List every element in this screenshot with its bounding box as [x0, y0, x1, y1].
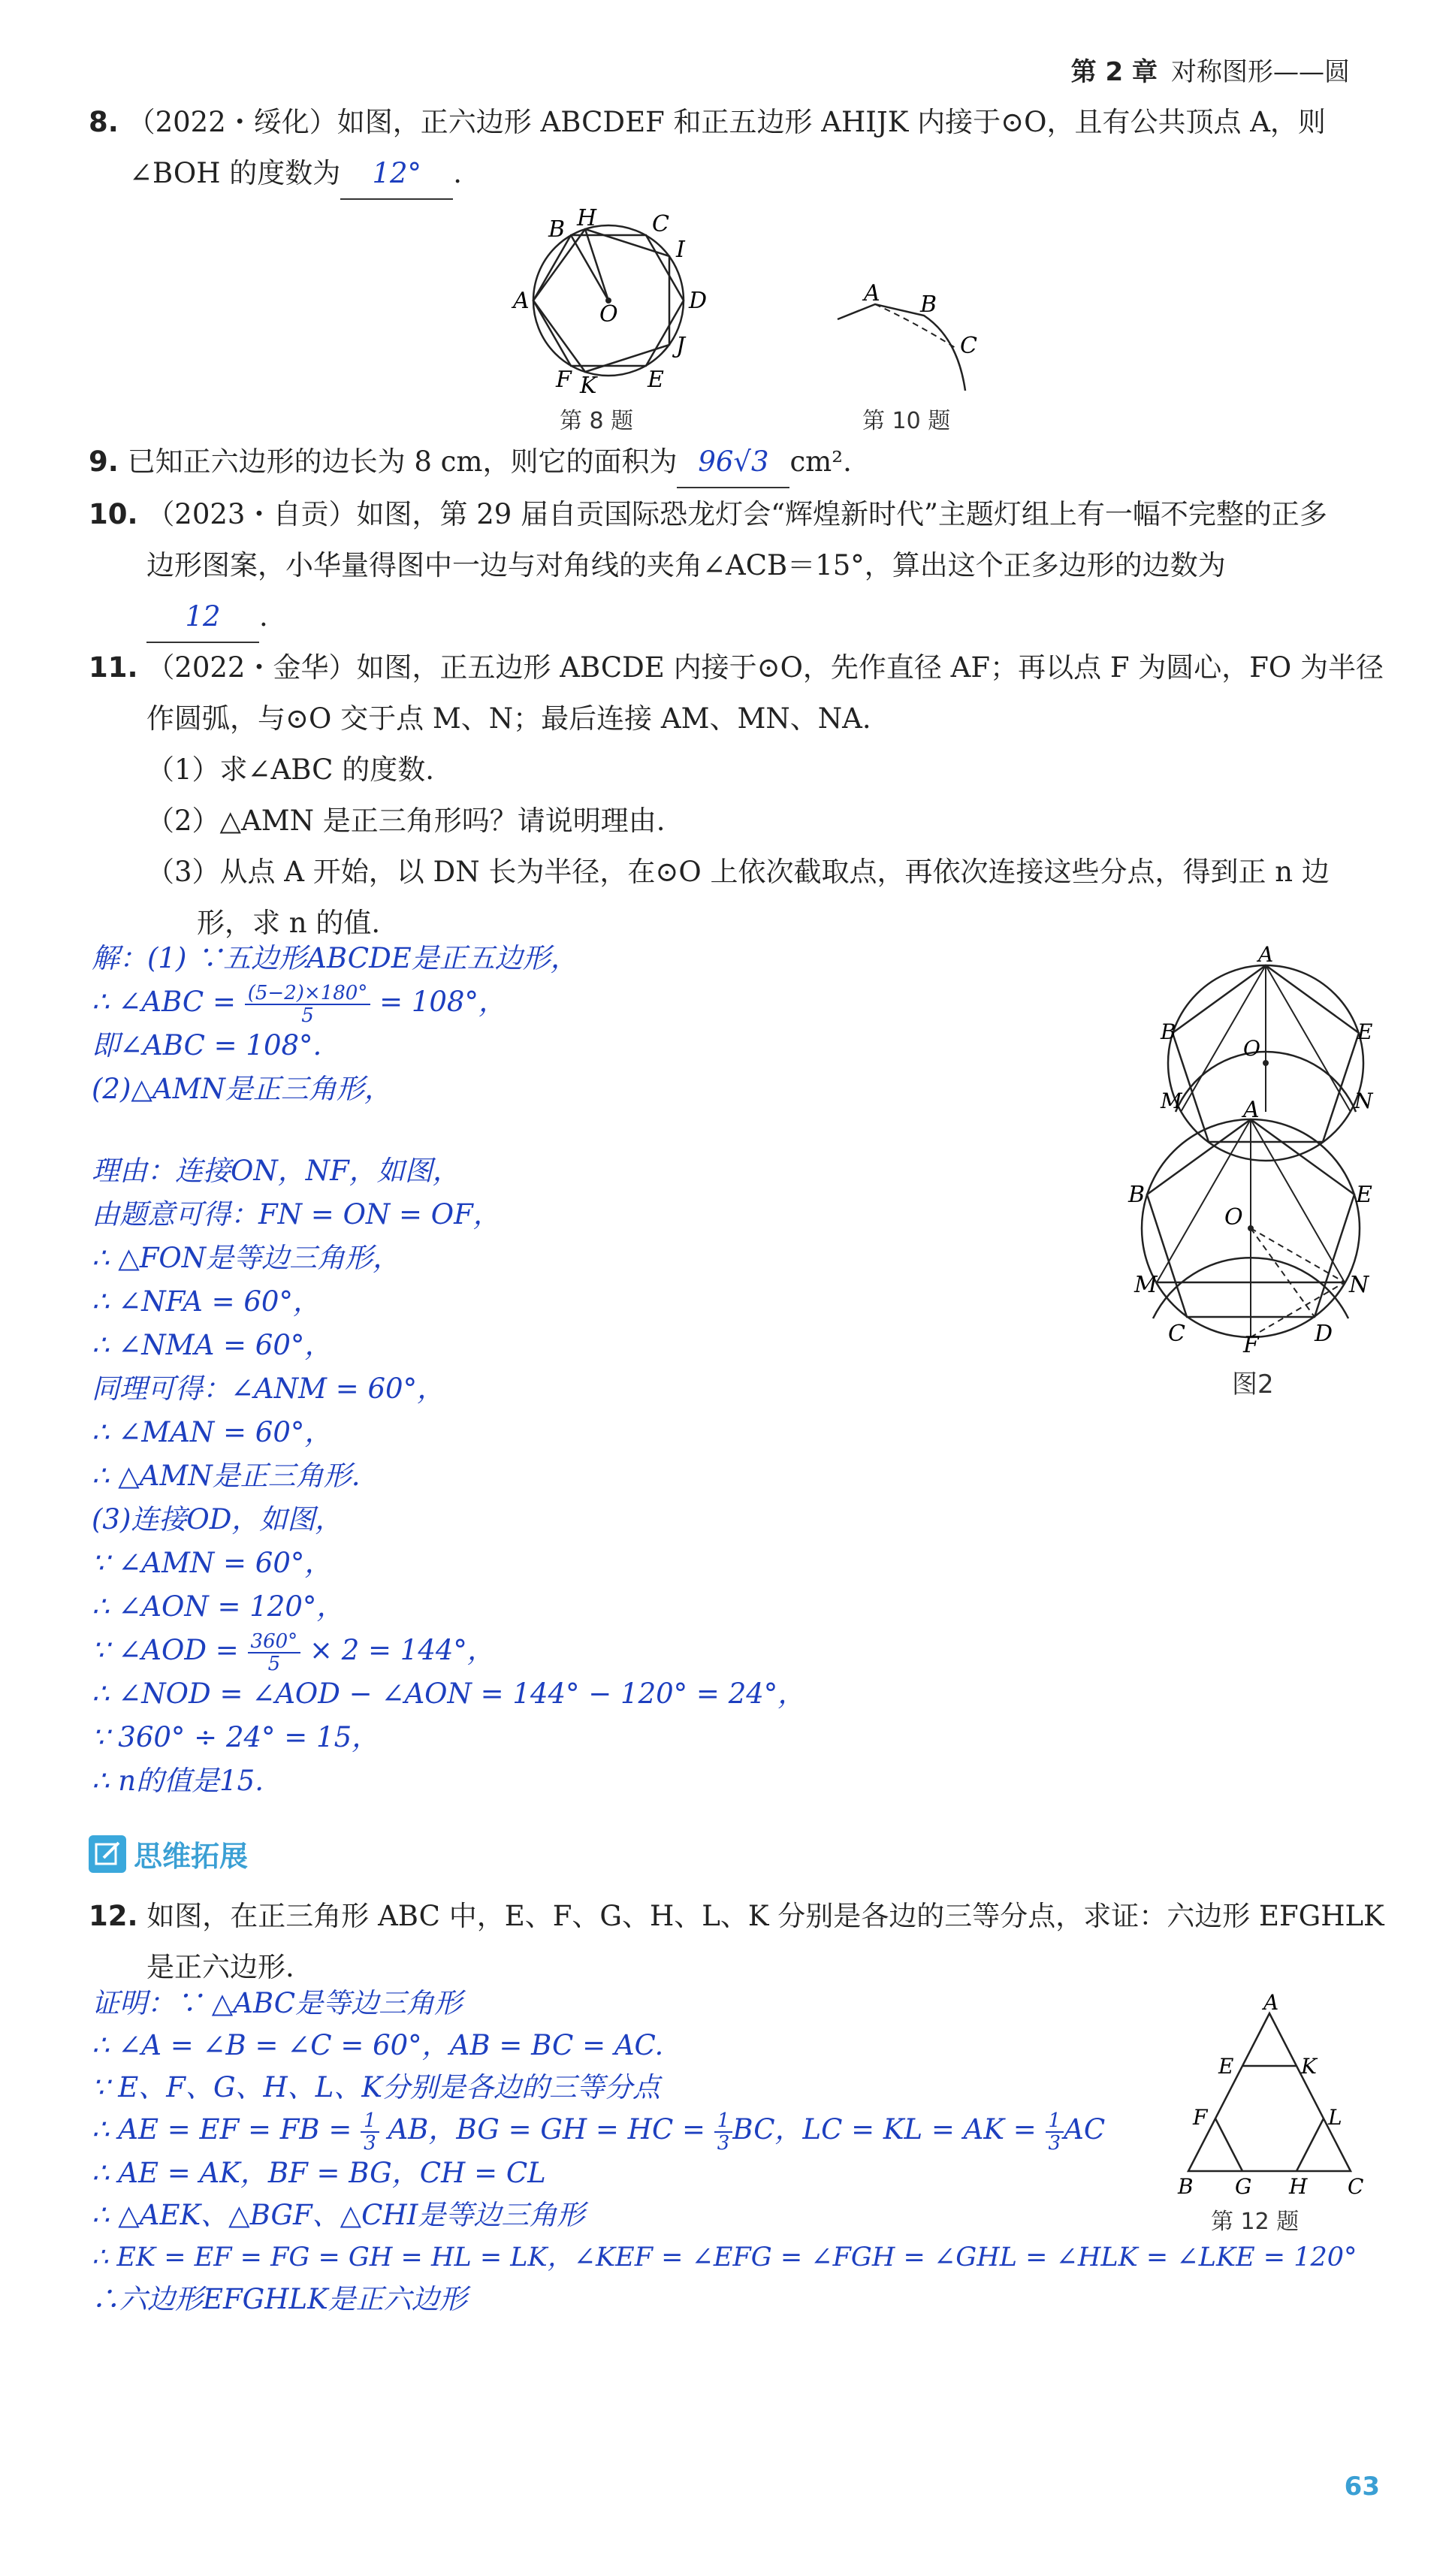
proof-text: AC	[1064, 2113, 1106, 2146]
proof-text: BC，LC = KL = AK =	[732, 2113, 1046, 2146]
label-E: E	[1218, 2054, 1234, 2079]
label-H: H	[577, 205, 597, 231]
label-B: B	[1128, 1182, 1146, 1208]
label-E: E	[648, 367, 664, 393]
fraction-denominator: 5	[301, 1004, 314, 1027]
solution-text: ∵ ∠AOD =	[92, 1634, 248, 1666]
figure-11-caption: 图2	[1232, 1370, 1274, 1400]
label-A: A	[1243, 1097, 1260, 1123]
figure-11-diagram-2	[1127, 1097, 1375, 1358]
label-N: N	[1354, 1089, 1373, 1113]
question-text: ∠BOH 的度数为	[129, 157, 341, 189]
fraction-denominator: 5	[267, 1652, 281, 1675]
fraction-numerator: 1	[361, 2110, 379, 2133]
solution-line: ∴ ∠NFA = 60°，	[92, 1285, 321, 1318]
question-number: 9.	[89, 445, 119, 478]
solution-line: ∴ n的值是15.	[92, 1765, 264, 1797]
figure-12-caption: 第 12 题	[1211, 2209, 1300, 2235]
solution-text: = 108°，	[370, 986, 506, 1018]
label-K: K	[580, 373, 597, 399]
solution-line: ∴ ∠NMA = 60°，	[92, 1329, 333, 1361]
solution-line: 解：(1) ∵五边形ABCDE是正五边形，	[92, 942, 578, 974]
proof-line: 证明：∵ △ABC是等边三角形	[92, 1987, 463, 2019]
label-C: C	[1168, 1321, 1185, 1347]
fraction-numerator: 1	[1046, 2110, 1064, 2133]
fraction-numerator: (5−2)×180°	[245, 983, 371, 1005]
proof-line	[92, 2108, 1105, 2154]
figure-10-caption: 第 10 题	[862, 408, 951, 434]
question-number: 11.	[89, 651, 138, 684]
unit: cm².	[789, 445, 852, 478]
question-9	[89, 437, 852, 488]
label-M: M	[1161, 1089, 1182, 1113]
chapter-header	[1071, 51, 1350, 88]
proof-line: ∵ E、F、G、H、L、K分别是各边的三等分点	[92, 2071, 661, 2103]
label-A: A	[1258, 942, 1274, 967]
label-F: F	[1243, 1332, 1259, 1358]
fraction-denominator: 3	[364, 2131, 376, 2155]
label-B: B	[920, 291, 937, 318]
fraction-numerator: 1	[714, 2110, 733, 2133]
label-A: A	[864, 280, 880, 307]
label-O: O	[1224, 1204, 1243, 1231]
question-8-line2	[129, 149, 462, 200]
question-11	[89, 643, 1384, 693]
label-E: E	[1357, 1019, 1373, 1044]
proof-line: ∴ ∠A = ∠B = ∠C = 60°，AB = BC = AC.	[92, 2029, 664, 2061]
label-J: J	[676, 333, 686, 359]
fraction	[245, 983, 371, 1026]
solution-line: 理由：连接ON，NF，如图，	[92, 1155, 460, 1187]
question-text: （2023・自贡）如图，第 29 届自贡国际恐龙灯会“辉煌新时代”主题灯组上有一幅不完整的正多	[146, 498, 1327, 530]
question-11-part2: （2）△AMN 是正三角形吗？请说明理由.	[146, 805, 666, 837]
label-O: O	[1243, 1036, 1260, 1061]
question-10-line2: 边形图案，小华量得图中一边与对角线的夹角∠ACB＝15°，算出这个正多边形的边数为	[146, 549, 1226, 581]
label-D: D	[689, 288, 708, 314]
question-12	[89, 1892, 1384, 1941]
punct: .	[259, 600, 268, 633]
question-12-line2: 是正六边形.	[146, 1951, 294, 1983]
proof-text: AB，BG = GH = HC =	[379, 2113, 714, 2146]
label-D: D	[1315, 1321, 1333, 1347]
answer-blank: 12°	[340, 149, 453, 200]
label-G: G	[1235, 2174, 1252, 2199]
label-C: C	[652, 211, 669, 237]
fraction-denominator: 3	[717, 2131, 730, 2155]
pencil-note-icon	[89, 1835, 126, 1873]
label-B: B	[548, 216, 566, 243]
figure-10	[834, 278, 999, 398]
question-11-part3: （3）从点 A 开始，以 DN 长为半径，在⊙O 上依次截取点，再依次连接这些分点，得到正 n 边	[146, 856, 1330, 888]
page-number: 63	[1344, 2472, 1380, 2502]
fraction	[361, 2110, 379, 2154]
proof-line: ∴ EK = EF = FG = GH = HL = LK，∠KEF = ∠EFG = ∠FGH = ∠GHL = ∠HLK = ∠LKE = 120°	[92, 2242, 1357, 2272]
fraction	[1046, 2110, 1064, 2154]
question-11-part3-line2: 形，求 n 的值.	[197, 907, 381, 939]
label-L: L	[1328, 2105, 1342, 2130]
section-header	[89, 1833, 248, 1874]
solution-text: ∴ ∠ABC =	[92, 986, 245, 1018]
solution-text: × 2 = 144°，	[300, 1634, 495, 1666]
answer-blank: 96√3	[677, 437, 789, 488]
label-F: F	[556, 367, 572, 393]
fraction-numerator: 360°	[248, 1631, 301, 1653]
fraction	[248, 1631, 301, 1675]
question-number: 8.	[89, 106, 119, 138]
label-A: A	[513, 288, 530, 314]
solution-line	[92, 980, 506, 1026]
solution-line: 同理可得：∠ANM = 60°，	[92, 1373, 445, 1405]
solution-line: ∵ ∠AMN = 60°，	[92, 1547, 333, 1579]
question-text: （2022・绥化）如图，正六边形 ABCDEF 和正五边形 AHIJK 内接于⊙O，且有公共顶点 A，则	[127, 106, 1326, 138]
label-C: C	[960, 333, 977, 359]
label-H: H	[1289, 2174, 1308, 2199]
solution-line: 即∠ABC = 108°.	[92, 1029, 322, 1062]
question-text: 如图，在正三角形 ABC 中，E、F、G、H、L、K 分别是各边的三等分点，求证：六边形 EFGHLK	[146, 1900, 1384, 1932]
figure-8-caption: 第 8 题	[560, 408, 634, 434]
label-O: O	[599, 301, 618, 328]
figure-12	[1172, 1990, 1367, 2201]
solution-line: 由题意可得：FN = ON = OF，	[92, 1198, 501, 1231]
label-B: B	[1178, 2174, 1194, 2199]
question-text: 已知正六边形的边长为 8 cm，则它的面积为	[127, 445, 678, 478]
chapter-title: 对称图形——圆	[1171, 57, 1350, 87]
solution-line: ∴ ∠AON = 120°，	[92, 1590, 345, 1623]
question-10-line3	[146, 592, 268, 643]
label-C: C	[1348, 2174, 1364, 2199]
solution-line: ∴ ∠NOD = ∠AOD − ∠AON = 144° − 120° = 24°，	[92, 1678, 806, 1710]
fraction	[714, 2110, 733, 2154]
label-N: N	[1349, 1272, 1369, 1298]
solution-line: ∴ △AMN是正三角形.	[92, 1460, 361, 1492]
label-M: M	[1134, 1272, 1158, 1298]
figure-8	[511, 203, 706, 413]
label-E: E	[1356, 1182, 1372, 1208]
label-B: B	[1161, 1019, 1176, 1044]
question-8	[89, 98, 1326, 147]
solution-line: (3)连接OD，如图，	[92, 1503, 343, 1536]
question-text: （2022・金华）如图，正五边形 ABCDE 内接于⊙O，先作直径 AF；再以点 F 为圆心，FO 为半径	[146, 651, 1384, 684]
question-11-part1: （1）求∠ABC 的度数.	[146, 753, 434, 786]
question-number: 12.	[89, 1900, 138, 1932]
figure-11-partial	[1161, 942, 1373, 1113]
label-I: I	[676, 237, 685, 263]
proof-line: ∴ △AEK、△BGF、△CHI是等边三角形	[92, 2199, 585, 2231]
proof-line: ∴ AE = AK，BF = BG，CH = CL	[92, 2157, 546, 2189]
fraction-denominator: 3	[1048, 2131, 1061, 2155]
solution-line: ∴ △FON是等边三角形，	[92, 1242, 401, 1274]
label-K: K	[1301, 2054, 1317, 2079]
solution-line: ∴ ∠MAN = 60°，	[92, 1416, 333, 1448]
label-F: F	[1193, 2105, 1208, 2130]
answer-blank: 12	[146, 592, 259, 643]
question-10	[89, 490, 1327, 539]
solution-line	[92, 1629, 495, 1675]
solution-line: (2)△AMN是正三角形，	[92, 1073, 392, 1105]
punct: .	[453, 157, 463, 189]
question-11-line2: 作圆弧，与⊙O 交于点 M、N；最后连接 AM、MN、NA.	[146, 702, 871, 735]
label-A: A	[1263, 1990, 1279, 2015]
proof-line: ∴六边形EFGHLK是正六边形	[92, 2283, 467, 2315]
chapter-number: 第 2 章	[1070, 57, 1158, 87]
proof-text: ∴ AE = EF = FB =	[92, 2113, 361, 2146]
solution-line: ∵ 360° ÷ 24° = 15，	[92, 1721, 380, 1753]
question-number: 10.	[89, 498, 138, 530]
section-title: 思维拓展	[134, 1840, 249, 1873]
